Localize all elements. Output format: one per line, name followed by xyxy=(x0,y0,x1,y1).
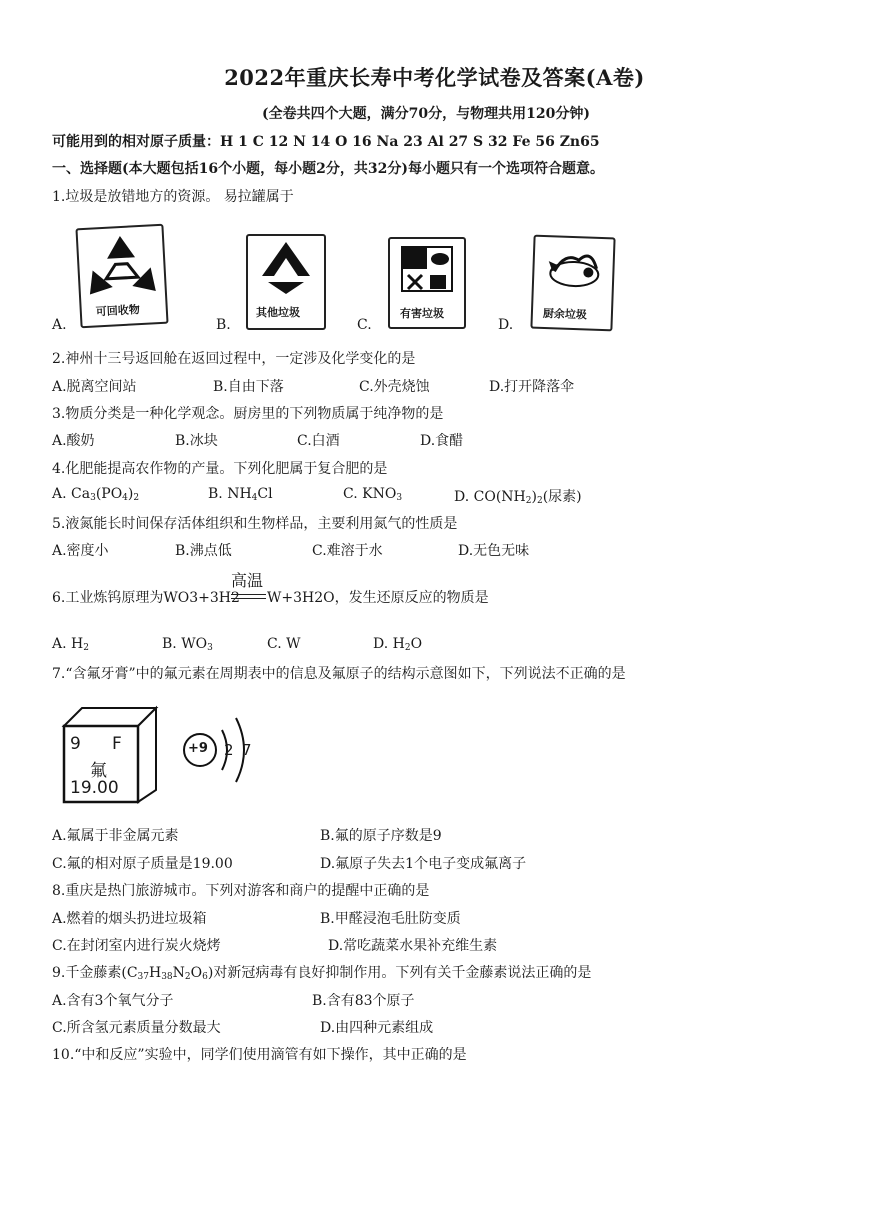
q9-option-b: B.含有83个原子 xyxy=(312,993,415,1009)
q9-text: 9.千金藤素(C xyxy=(52,965,138,981)
q4-a-sub: 4 xyxy=(122,493,128,503)
q4-option-a xyxy=(52,486,139,503)
q2-option-b: B.自由下落 xyxy=(213,379,284,395)
q6-b-text: B. WO xyxy=(162,636,208,652)
q3-option-a: A.酸奶 xyxy=(52,433,95,449)
bin-label-kitchen: 厨余垃圾 xyxy=(542,306,588,322)
q4-c-sub: 3 xyxy=(396,493,403,503)
q9-option-a: A.含有3个氧气分子 xyxy=(52,993,174,1009)
q4-d-text: ) xyxy=(531,489,537,505)
q6-equals-bar-bottom xyxy=(231,598,266,599)
q6-a-sub: 2 xyxy=(83,643,89,653)
q6-d-sub: 2 xyxy=(404,643,411,653)
q4-option-b xyxy=(208,486,273,503)
q5-option-c: C.难溶于水 xyxy=(312,543,383,559)
q7-option-b: B.氟的原子序数是9 xyxy=(320,828,442,844)
q4-a-sub: 3 xyxy=(90,493,96,503)
q8-option-a: A.燃着的烟头扔进垃圾箱 xyxy=(52,911,207,927)
q4-d-sub: 2 xyxy=(536,496,543,506)
kitchen-waste-icon xyxy=(533,237,613,302)
q3-stem: 3.物质分类是一种化学观念。厨房里的下列物质属于纯净物的是 xyxy=(52,406,444,422)
q6-a-text: A. H xyxy=(52,636,84,652)
q4-d-text: D. CO(NH xyxy=(454,489,526,505)
q10-stem: 10.“中和反应”实验中，同学们使用滴管有如下操作，其中正确的是 xyxy=(52,1047,467,1063)
q3-option-c: C.白酒 xyxy=(297,433,340,449)
q1-option-a-label: A. xyxy=(52,317,67,333)
q6-option-b xyxy=(162,636,213,653)
q6-d-text: O xyxy=(410,636,423,652)
q4-b-text: Cl xyxy=(257,486,273,502)
page-title: 2022年重庆长寿中考化学试卷及答案(A卷) xyxy=(224,65,645,90)
recycle-icon xyxy=(78,226,166,300)
q4-b-sub: 4 xyxy=(251,493,258,503)
q8-option-d: D.常吃蔬菜水果补充维生素 xyxy=(328,938,498,954)
q9-sub: 37 xyxy=(137,972,149,982)
shell-2-electrons: 7 xyxy=(242,741,252,759)
q4-stem: 4.化肥能提高农作物的产量。下列化肥属于复合肥的是 xyxy=(52,461,388,477)
recyclable-bin-icon xyxy=(75,224,168,328)
cell-atomic-mass: 19.00 xyxy=(70,778,119,798)
q1-option-d-label: D. xyxy=(498,317,514,333)
other-waste-bin-icon xyxy=(246,234,326,330)
q4-a-sub: 2 xyxy=(133,493,140,503)
q6-equals-bar-top xyxy=(231,594,266,595)
q2-option-a: A.脱离空间站 xyxy=(52,379,137,395)
q9-option-d: D.由四种元素组成 xyxy=(320,1020,434,1036)
q9-sub: 38 xyxy=(161,972,173,982)
q6-b-sub: 3 xyxy=(207,643,213,653)
q1-stem: 1.垃圾是放错地方的资源。 易拉罐属于 xyxy=(52,189,294,205)
cell-element-name: 氟 xyxy=(90,761,107,781)
q9-text: H xyxy=(148,965,162,981)
q7-option-a: A.氟属于非金属元素 xyxy=(52,828,179,844)
q4-a-text: ) xyxy=(127,486,134,502)
shell-1-electrons: 2 xyxy=(224,741,234,759)
nucleus-charge: +9 xyxy=(188,741,208,756)
other-waste-icon xyxy=(248,236,324,300)
q9-text: N xyxy=(172,965,185,981)
q8-option-c: C.在封闭室内进行炭火烧烤 xyxy=(52,938,221,954)
q3-option-b: B.冰块 xyxy=(175,433,218,449)
q1-option-b-label: B. xyxy=(216,317,231,333)
q4-b-text: B. NH xyxy=(208,486,252,502)
q1-option-c-label: C. xyxy=(357,317,372,333)
q4-option-d xyxy=(454,486,582,506)
q4-c-text: C. KNO xyxy=(343,486,397,502)
q4-a-text: (PO xyxy=(95,486,123,502)
q5-option-a: A.密度小 xyxy=(52,543,109,559)
atom-structure-diagram xyxy=(180,708,270,792)
q4-a-text: A. Ca xyxy=(52,486,91,502)
q7-option-d: D.氟原子失去1个电子变成氟离子 xyxy=(320,856,527,872)
q9-option-c: C.所含氢元素质量分数最大 xyxy=(52,1020,221,1036)
hazardous-bin-icon xyxy=(388,237,466,329)
q3-option-d: D.食醋 xyxy=(420,433,464,449)
q2-option-c: C.外壳烧蚀 xyxy=(359,379,430,395)
q4-d-sub: 2 xyxy=(525,496,532,506)
q2-stem: 2.神州十三号返回舱在返回过程中，一定涉及化学变化的是 xyxy=(52,351,416,367)
q6-stem-right: W+3H2O，发生还原反应的物质是 xyxy=(267,590,489,606)
periodic-table-cell xyxy=(60,704,160,804)
q5-option-b: B.沸点低 xyxy=(175,543,232,559)
exam-subtitle: (全卷共四个大题，满分70分，与物理共用120分钟) xyxy=(262,106,590,122)
section-heading: 一、选择题(本大题包括16个小题，每小题2分，共32分)每小题只有一个选项符合题意。 xyxy=(52,161,604,177)
q9-text: )对新冠病毒有良好抑制作用。下列有关千金藤素说法正确的是 xyxy=(207,965,592,981)
q6-reaction-condition: 高温 xyxy=(231,571,264,590)
q5-stem: 5.液氮能长时间保存活体组织和生物样品，主要利用氮气的性质是 xyxy=(52,516,458,532)
q9-text: O xyxy=(190,965,203,981)
q9-sub: 6 xyxy=(202,972,208,982)
cell-symbol: F xyxy=(112,734,122,754)
q7-stem: 7.“含氟牙膏”中的氟元素在周期表中的信息及氟原子的结构示意图如下，下列说法不正确的是 xyxy=(52,666,626,682)
bin-label-hazardous: 有害垃圾 xyxy=(400,307,444,320)
q9-stem xyxy=(52,962,591,982)
kitchen-waste-bin-icon xyxy=(530,235,615,332)
q6-d-text: D. H xyxy=(373,636,405,652)
q6-option-a xyxy=(52,636,89,653)
atomic-masses: 可能用到的相对原子质量：H 1 C 12 N 14 O 16 Na 23 Al 27 S 32 Fe 56 Zn65 xyxy=(52,134,600,150)
q4-d-text: (尿素) xyxy=(542,489,582,505)
q2-option-d: D.打开降落伞 xyxy=(489,379,575,395)
hazardous-icon xyxy=(390,239,464,301)
q8-stem: 8.重庆是热门旅游城市。下列对游客和商户的提醒中正确的是 xyxy=(52,883,430,899)
q4-option-c xyxy=(343,486,402,503)
bin-label-other: 其他垃圾 xyxy=(256,306,300,319)
q7-option-c: C.氟的相对原子质量是19.00 xyxy=(52,856,233,872)
q6-option-c: C. W xyxy=(267,636,301,652)
bin-label-recyclable: 可回收物 xyxy=(95,303,141,319)
q5-option-d: D.无色无味 xyxy=(458,543,530,559)
cell-atomic-number: 9 xyxy=(70,734,81,754)
q6-option-d xyxy=(373,636,422,653)
q9-sub: 2 xyxy=(184,972,191,982)
q8-option-b: B.甲醛浸泡毛肚防变质 xyxy=(320,911,461,927)
q6-stem-left: 6.工业炼钨原理为WO3+3H2 xyxy=(52,590,240,606)
